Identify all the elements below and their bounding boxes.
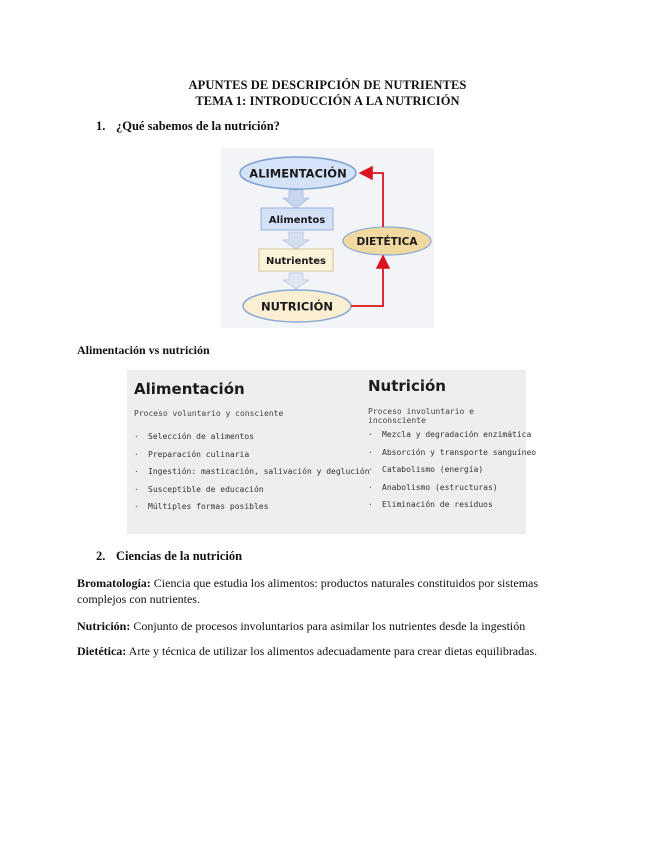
down-arrow-2 xyxy=(283,232,309,249)
bullet: · xyxy=(368,482,373,492)
list-item: · Eliminación de residuos xyxy=(368,500,493,510)
down-arrow-1 xyxy=(283,190,309,208)
nutrition-flow-diagram xyxy=(221,148,434,328)
list-item: · Catabolismo (energía) xyxy=(368,465,484,475)
definition-dietetica xyxy=(77,643,547,659)
list-item: · Preparación culinaria xyxy=(134,449,250,459)
list-item: · Anabolismo (estructuras) xyxy=(368,482,498,492)
red-arrow-dietetica-to-alimentacion xyxy=(362,173,383,227)
comparison-panel xyxy=(127,370,537,534)
definition-text: Conjunto de procesos involuntarios para asimilar los nutrientes desde la ingestión xyxy=(133,619,526,633)
definition-term: Bromatología: xyxy=(77,576,151,590)
bullet: · xyxy=(368,500,373,510)
red-arrow-nutricion-to-dietetica xyxy=(351,258,383,306)
document-title-line1: APUNTES DE DESCRIPCIÓN DE NUTRIENTES xyxy=(188,78,467,92)
dietetica-label: DIETÉTICA xyxy=(356,236,418,248)
definition-text: Ciencia que estudia los alimentos: productos naturales constituidos por sistemas complejos con nutrientes. xyxy=(77,576,539,606)
definition-nutricion xyxy=(77,618,547,634)
nutricion-label: NUTRICIÓN xyxy=(260,299,334,314)
down-arrow-3 xyxy=(283,273,309,289)
section-1-number: 1. xyxy=(96,119,106,133)
left-column-subtitle: Proceso voluntario y consciente xyxy=(134,409,284,418)
list-item: · Ingestión: masticación, salivación y deglución xyxy=(134,467,370,477)
alimentos-label: Alimentos xyxy=(268,215,326,226)
bullet: · xyxy=(134,467,139,477)
section-2-title: Ciencias de la nutrición xyxy=(116,549,243,563)
bullet: · xyxy=(134,449,139,459)
bullet: · xyxy=(368,447,373,457)
comparison-heading: Alimentación vs nutrición xyxy=(77,343,210,357)
document-title-line2: TEMA 1: INTRODUCCIÓN A LA NUTRICIÓN xyxy=(195,94,460,108)
list-item: · Absorción y transporte sanguíneo xyxy=(368,447,537,457)
section-1-heading xyxy=(96,119,280,134)
list-item: · Susceptible de educación xyxy=(134,484,264,494)
right-column-list xyxy=(368,430,536,518)
bullet: · xyxy=(134,484,139,494)
definition-bromatologia xyxy=(77,575,547,607)
section-1-title: ¿Qué sabemos de la nutrición? xyxy=(116,119,280,133)
list-item: · Mezcla y degradación enzimática xyxy=(368,430,532,439)
nutrientes-label: Nutrientes xyxy=(265,256,327,267)
left-column-title: Alimentación xyxy=(134,380,245,398)
right-column-subtitle: Proceso involuntario e inconsciente xyxy=(368,407,474,425)
bullet: · xyxy=(368,430,373,439)
section-2-number: 2. xyxy=(96,549,106,563)
list-item: · Selección de alimentos xyxy=(134,432,254,441)
definition-term: Dietética: xyxy=(77,644,127,658)
alimentacion-label: ALIMENTACIÓN xyxy=(249,166,347,181)
bullet: · xyxy=(134,502,139,512)
section-2-heading xyxy=(96,549,242,564)
definition-term: Nutrición: xyxy=(77,619,131,633)
bullet: · xyxy=(368,465,373,475)
list-item: · Múltiples formas posibles xyxy=(134,502,269,512)
left-column-list xyxy=(134,432,370,520)
bullet: · xyxy=(134,432,139,441)
right-column-title: Nutrición xyxy=(368,377,446,395)
definition-text: Arte y técnica de utilizar los alimentos adecuadamente para crear dietas equilibradas. xyxy=(128,644,538,658)
